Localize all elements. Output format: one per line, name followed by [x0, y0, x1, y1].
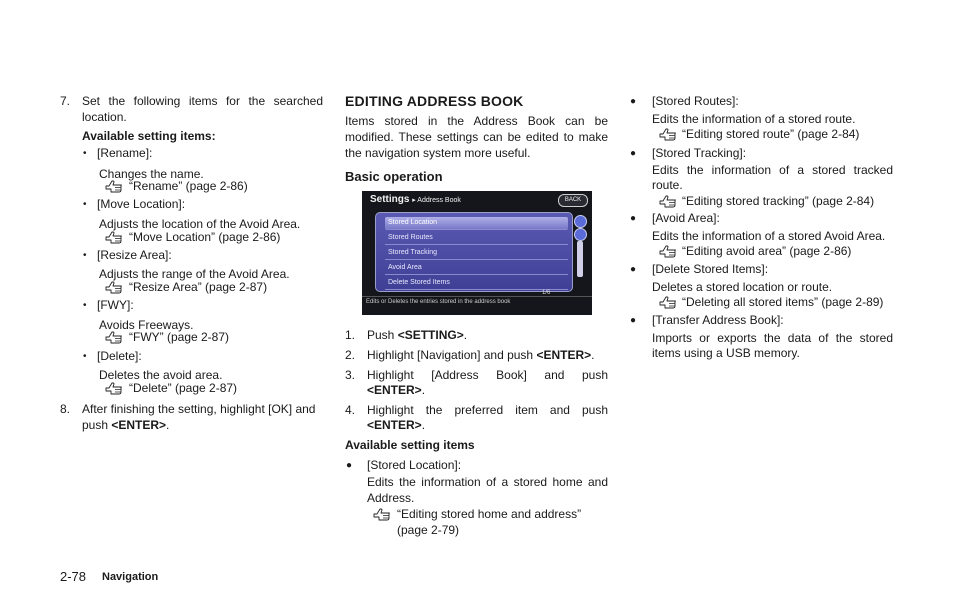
entry-label: [FWY]:: [97, 298, 134, 312]
entry-ref: (page 2-79): [397, 523, 460, 537]
entry-label: [Stored Tracking]:: [652, 146, 747, 160]
page-indicator: 1/6: [542, 290, 551, 296]
bullet: ●: [630, 148, 637, 159]
bullet: ●: [630, 315, 637, 326]
menu-row: Stored Tracking: [385, 247, 568, 260]
step-number: 7.: [60, 94, 71, 108]
menu-row: Stored Location: [385, 217, 568, 230]
entry-label: [Rename]:: [97, 146, 153, 160]
entry-desc: Avoids Freeways.: [99, 318, 194, 332]
entry-desc: Edits the information of a stored home and: [367, 475, 608, 489]
bullet: •: [83, 148, 87, 159]
bullet: •: [83, 199, 87, 210]
entry-ref: “Deleting all stored items” (page 2-89): [682, 295, 884, 309]
step-text: <ENTER>.: [367, 383, 426, 397]
reference-hand-icon: [659, 128, 677, 142]
reference-hand-icon: [659, 195, 677, 209]
reference-hand-icon: [105, 281, 123, 295]
entry-ref: “Editing stored home and address”: [397, 507, 582, 521]
reference-hand-icon: [105, 382, 123, 396]
menu-row: Stored Routes: [385, 232, 568, 245]
divider: [362, 296, 592, 297]
reference-hand-icon: [105, 231, 123, 245]
entry-label: [Move Location]:: [97, 197, 186, 211]
section-name: Navigation: [102, 571, 159, 583]
step-number: 8.: [60, 402, 71, 416]
step-text: location.: [82, 110, 127, 124]
entry-label: [Stored Location]:: [367, 458, 462, 472]
entry-ref: “Editing stored route” (page 2-84): [682, 127, 860, 141]
entry-ref: “Resize Area” (page 2-87): [129, 280, 268, 294]
entry-desc: Edits the information of a stored tracked: [652, 163, 893, 177]
intro-text: the navigation system more useful.: [345, 146, 531, 160]
section-heading: Available setting items: [345, 438, 475, 452]
step-text: Push <SETTING>.: [367, 328, 468, 342]
entry-ref: “FWY” (page 2-87): [129, 330, 230, 344]
step-text: push <ENTER>.: [82, 418, 170, 432]
entry-label: [Stored Routes]:: [652, 94, 739, 108]
bullet: •: [83, 250, 87, 261]
reference-hand-icon: [105, 331, 123, 345]
entry-ref: “Editing stored tracking” (page 2-84): [682, 194, 875, 208]
subsection-title: Basic operation: [345, 169, 443, 184]
back-button: BACK: [558, 194, 588, 207]
reference-hand-icon: [659, 296, 677, 310]
entry-desc: Deletes the avoid area.: [99, 368, 223, 382]
bullet: •: [83, 300, 87, 311]
entry-desc: items using a USB memory.: [652, 346, 800, 360]
entry-ref: “Editing avoid area” (page 2-86): [682, 244, 852, 258]
entry-desc: route.: [652, 178, 683, 192]
entry-ref: “Rename” (page 2-86): [129, 179, 248, 193]
entry-desc: Adjusts the location of the Avoid Area.: [99, 217, 301, 231]
entry-desc: Address.: [367, 491, 415, 505]
reference-hand-icon: [373, 508, 391, 522]
reference-hand-icon: [105, 180, 123, 194]
bullet: •: [83, 351, 87, 362]
intro-text: Items stored in the Address Book can be: [345, 114, 608, 128]
step-number: 3.: [345, 368, 356, 382]
bullet: ●: [630, 264, 637, 275]
entry-desc: Edits the information of a stored Avoid Area.: [652, 229, 886, 243]
bullet: ●: [630, 213, 637, 224]
screen-menu: [375, 212, 573, 292]
entry-desc: Changes the name.: [99, 167, 204, 181]
entry-desc: Deletes a stored location or route.: [652, 280, 833, 294]
step-number: 1.: [345, 328, 356, 342]
key-name: <ENTER>: [111, 418, 167, 432]
step-text: Highlight the preferred item and push: [367, 403, 608, 417]
scroll-up-icon: [574, 215, 587, 228]
screen-title: Settings ▸ Address Book: [370, 194, 461, 205]
entry-label: [Delete Stored Items]:: [652, 262, 769, 276]
entry-desc: Edits the information of a stored route.: [652, 112, 856, 126]
entry-label: [Resize Area]:: [97, 248, 172, 262]
bullet: ●: [346, 460, 353, 471]
entry-ref: “Move Location” (page 2-86): [129, 230, 281, 244]
section-title: EDITING ADDRESS BOOK: [345, 93, 524, 109]
entry-desc: Imports or exports the data of the stored: [652, 331, 893, 345]
page-number: 2-78: [60, 569, 87, 584]
step-number: 4.: [345, 403, 356, 417]
settings-screen-image: [362, 191, 592, 315]
reference-hand-icon: [659, 245, 677, 259]
entry-label: [Delete]:: [97, 349, 142, 363]
bullet: ●: [630, 96, 637, 107]
step-text: After finishing the setting, highlight [OK] and: [82, 402, 316, 416]
entry-label: [Avoid Area]:: [652, 211, 720, 225]
intro-text: modified. These settings can be edited to make: [345, 130, 608, 144]
step-text: Highlight [Address Book] and push: [367, 368, 608, 382]
entry-label: [Transfer Address Book]:: [652, 313, 784, 327]
step-text: <ENTER>.: [367, 418, 426, 432]
entry-desc: Adjusts the range of the Avoid Area.: [99, 267, 290, 281]
section-heading: Available setting items:: [82, 129, 216, 143]
step-text: Set the following items for the searched: [82, 94, 323, 108]
screen-footer: Edits or Deletes the entries stored in the address book: [366, 299, 511, 305]
step-text: Highlight [Navigation] and push <ENTER>.: [367, 348, 595, 362]
entry-ref: “Delete” (page 2-87): [129, 381, 238, 395]
scrollbar: [577, 241, 583, 277]
scroll-down-icon: [574, 228, 587, 241]
menu-row: Delete Stored Items: [385, 277, 568, 290]
step-number: 2.: [345, 348, 356, 362]
menu-row: Avoid Area: [385, 262, 568, 275]
